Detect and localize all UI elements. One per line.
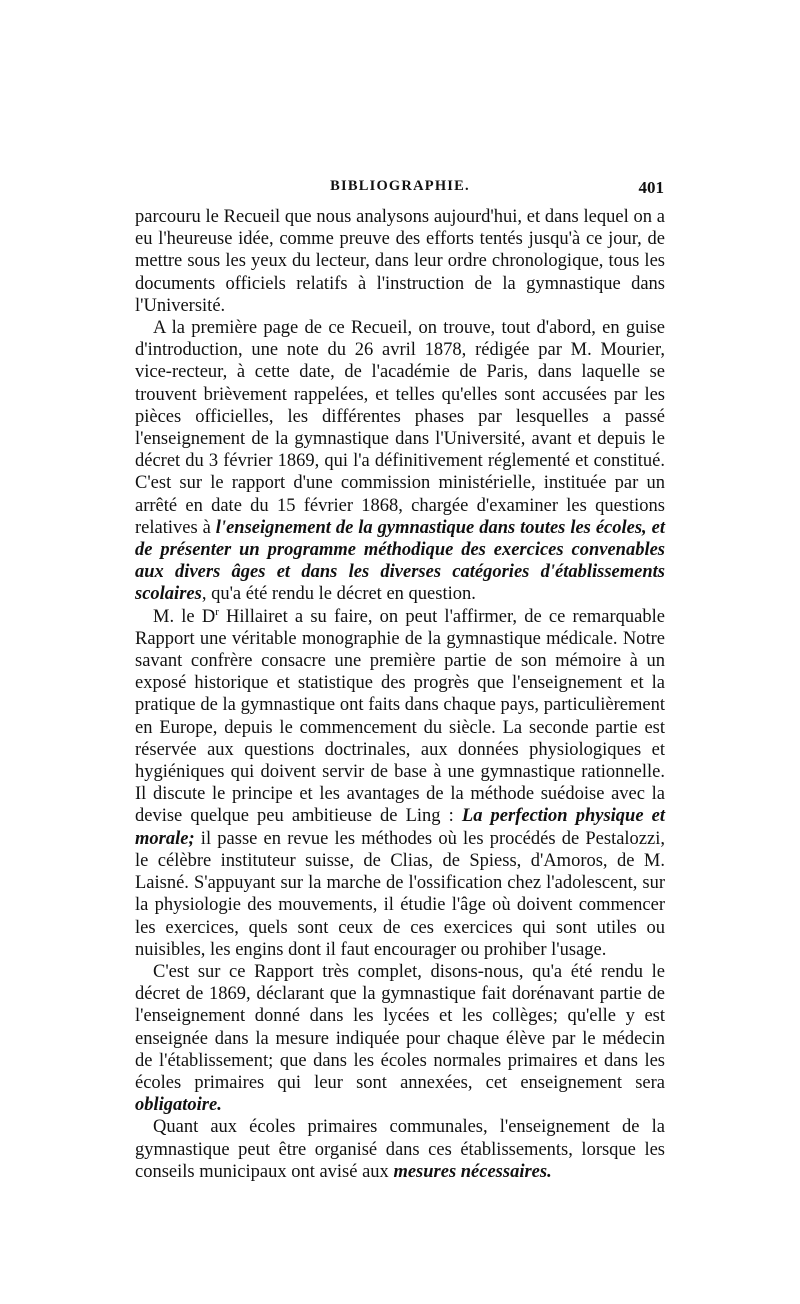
running-title: BIBLIOGRAPHIE. [330, 178, 470, 194]
paragraph-2-text: A la première page de ce Recueil, on trouve, tout d'abord, en guise d'introduction, une note du 26 avril 1878, rédigée par M. Mourier, vice-recteur, à cette date, de l'académie de Paris, dans laquelle se trouvent brièvement rappelées, et telles qu'elles sont accusées par les pièces officielles, les différentes phases par lesquelles a passé l'enseignement de la gymnastique dans l'Université, avant et depuis le décret du 3 février 1869, qui l'a définitivement réglementé et constitué. C'est sur le rapport d'une commission ministérielle, instituée par un arrêté en date du 15 février 1868, chargée d'examiner les questions relatives à [135, 318, 665, 538]
paragraph-3-italic-motto: La perfection physique et morale; [135, 806, 665, 849]
paragraph-5 [135, 1116, 665, 1183]
page-number: 401 [638, 178, 664, 197]
paragraph-3-text-start: M. le D [153, 606, 216, 627]
paragraph-2-italic-title: l'enseignement de la gymnastique dans toutes les écoles, et de présenter un programme méthodique des exercices convenables aux divers âges et dans les diverses catégories d'établissements scolaires [135, 517, 665, 605]
running-head [136, 178, 664, 202]
paragraph-3-text: Hillairet a su faire, on peut l'affirmer, de ce remarquable Rapport une véritable monographie de la gymnastique médicale. Notre savant confrère consacre une première partie de son mémoire à un exposé historique et statistique des progrès que l'enseignement et la pratique de la gymnastique ont faits dans chaque pays, particulièrement en Europe, depuis le commencement du siècle. La seconde partie est réservée aux questions doctrinales, aux données physiologiques et hygiéniques qui doivent servir de base à une gymnastique rationnelle. Il discute le principe et les avantages de la méthode suédoise avec la devise quelque peu ambitieuse de Ling : [135, 606, 665, 827]
paragraph-2 [135, 317, 665, 606]
paragraph-4-italic: obligatoire. [135, 1095, 222, 1116]
body-text [135, 206, 665, 1183]
paragraph-3-text-end: il passe en revue les méthodes où les procédés de Pestalozzi, le célèbre instituteur suisse, de Clias, de Spiess, d'Amoros, de M. Laisné. S'appuyant sur la marche de l'ossification chez l'adolescent, sur la physiologie des mouvements, il étudie l'âge où doivent commencer les exercices, quels sont ceux de ces exercices qui sont utiles ou nuisibles, les engins dont il faut encourager ou prohiber l'usage. [135, 828, 665, 960]
paragraph-1 [135, 206, 665, 317]
paragraph-5-italic: mesures nécessaires. [393, 1161, 552, 1182]
paragraph-2-text-end: , qu'a été rendu le décret en question. [201, 584, 476, 605]
paragraph-4-text: C'est sur ce Rapport très complet, disons-nous, qu'a été rendu le décret de 1869, déclarant que la gymnastique fait dorénavant partie de l'enseignement donné dans les lycées et les collèges; qu'elle y est enseignée dans la mesure indiquée pour chaque élève par le médecin de l'établissement; que dans les écoles normales primaires et dans les écoles primaires qui leur sont annexées, cet enseignement sera [135, 961, 665, 1093]
paragraph-5-text: Quant aux écoles primaires communales, l'enseignement de la gymnastique peut être organisé dans ces établissements, lorsque les conseils municipaux ont avisé aux [135, 1117, 665, 1182]
paragraph-4 [135, 961, 665, 1116]
paragraph-1-text: parcouru le Recueil que nous analysons aujourd'hui, et dans lequel on a eu l'heureuse idée, comme preuve des efforts tentés jusqu'à ce jour, de mettre sous les yeux du lecteur, dans leur ordre chronologique, tous les documents officiels relatifs à l'instruction de la gymnastique dans l'Université. [135, 207, 665, 316]
paragraph-3-superscript: r [215, 605, 219, 618]
paragraph-3 [135, 606, 665, 961]
